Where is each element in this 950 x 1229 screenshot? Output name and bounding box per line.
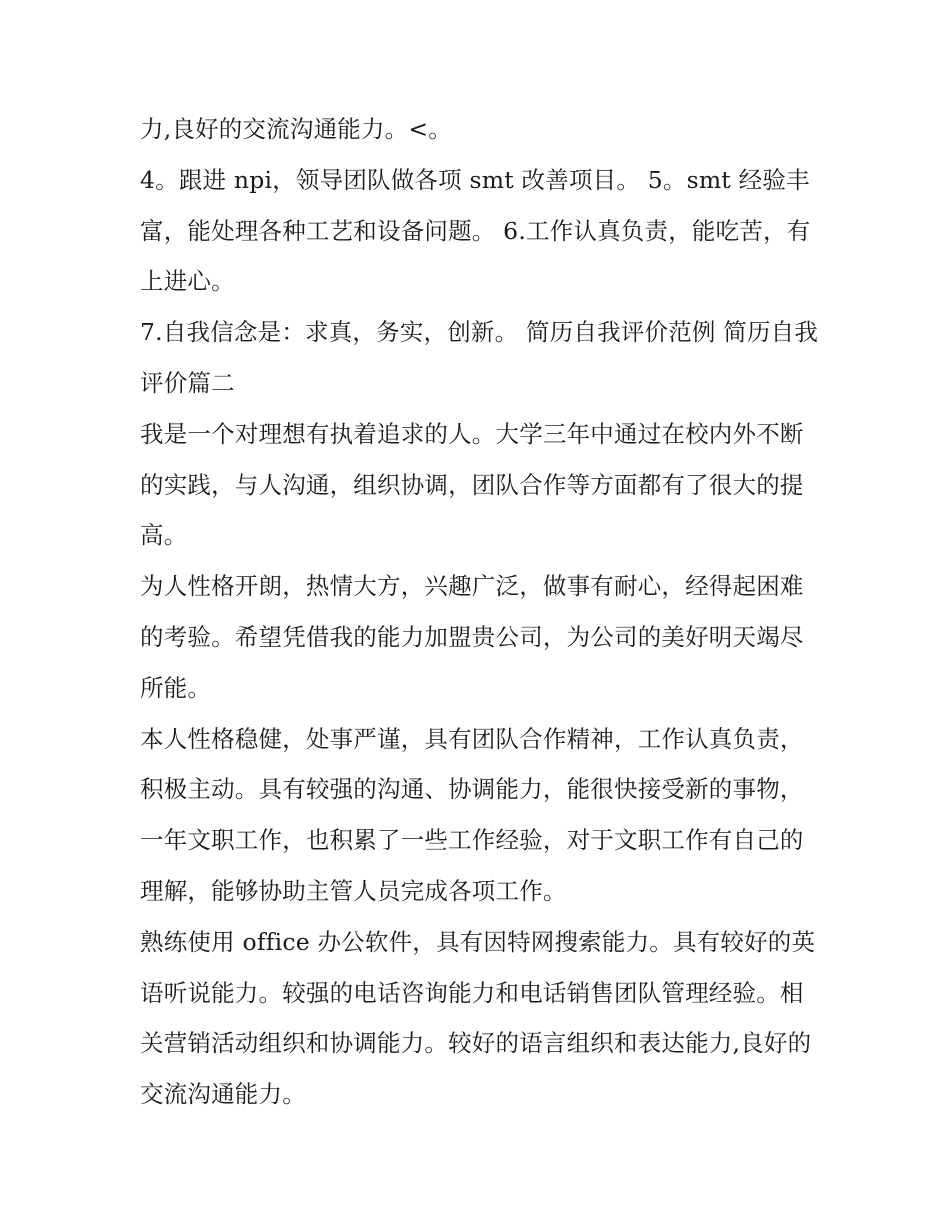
document-body xyxy=(140,104,820,1120)
paragraph-personality: 为人性格开朗，热情大方，兴趣广泛，做事有耐心，经得起困难的考验。希望凭借我的能力加盟贵公司，为公司的美好明天竭尽所能。 xyxy=(140,572,804,702)
paragraph-continuation: 力,良好的交流沟通能力。<。 xyxy=(140,115,452,143)
paragraph-smt-experience: 4。跟进 npi，领导团队做各项 smt 改善项目。 5。smt 经验丰富，能处理各种工艺和设备问题。 6.工作认真负责，能吃苦，有上进心。 xyxy=(140,165,811,296)
paragraph-self-belief: 7.自我信念是：求真，务实，创新。 简历自我评价范例 简历自我评价篇二 xyxy=(140,318,819,397)
paragraph-ideal-pursuit: 我是一个对理想有执着追求的人。大学三年中通过在校内外不断的实践，与人沟通，组织协调，团队合作等方面都有了很大的提高。 xyxy=(140,419,804,550)
paragraph-skills: 熟练使用 office 办公软件，具有因特网搜索能力。具有较好的英语听说能力。较强的电话咨询能力和电话销售团队管理经验。相关营销活动组织和协调能力。较好的语言组织和表达能力,良好的交流沟通能力。 xyxy=(140,927,816,1109)
paragraph-work-attitude: 本人性格稳健，处事严谨，具有团队合作精神，工作认真负责，积极主动。具有较强的沟通、协调能力，能很快接受新的事物，一年文职工作，也积累了一些工作经验，对于文职工作有自己的理解，能够协助主管人员完成各项工作。 xyxy=(140,724,804,905)
